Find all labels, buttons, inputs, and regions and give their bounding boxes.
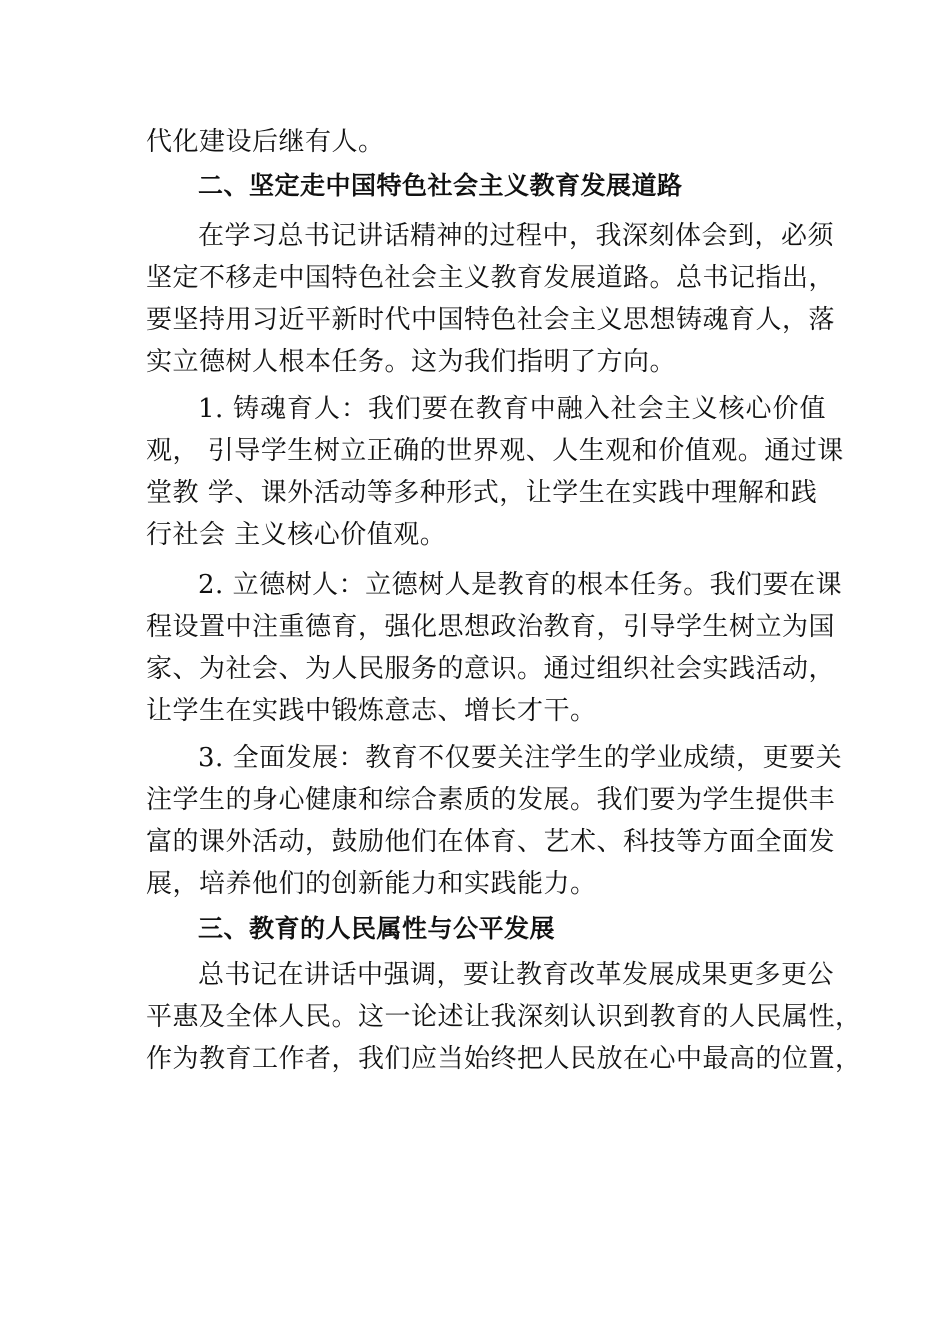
list-item-line: 行社会 主义核心价值观。 <box>146 520 447 550</box>
paragraph-line: 在学习总书记讲话精神的过程中，我深刻体会到，必须 <box>198 221 835 251</box>
paragraph-line: 实立德树人根本任务。这为我们指明了方向。 <box>146 347 677 377</box>
list-item-line: 注学生的身心健康和综合素质的发展。我们要为学生提供丰 <box>146 785 836 815</box>
list-item-line: 3. 全面发展：教育不仅要关注学生的学业成绩，更要关 <box>198 743 843 773</box>
list-item-line: 观， 引导学生树立正确的世界观、人生观和价值观。通过课 <box>146 436 844 466</box>
paragraph-line: 总书记在讲话中强调，要让教育改革发展成果更多更公 <box>198 960 835 990</box>
section-heading-3: 三、教育的人民属性与公平发展 <box>198 914 556 943</box>
paragraph-line: 坚定不移走中国特色社会主义教育发展道路。总书记指出， <box>146 263 836 293</box>
paragraph-line: 要坚持用习近平新时代中国特色社会主义思想铸魂育人，落 <box>146 305 836 335</box>
list-item-line: 家、为社会、为人民服务的意识。通过组织社会实践活动， <box>146 654 836 684</box>
list-item-line: 2. 立德树人：立德树人是教育的根本任务。我们要在课 <box>198 570 843 600</box>
list-item-line: 富的课外活动，鼓励他们在体育、艺术、科技等方面全面发 <box>146 827 836 857</box>
list-item-line: 让学生在实践中锻炼意志、增长才干。 <box>146 696 597 726</box>
list-item-line: 程设置中注重德育，强化思想政治教育，引导学生树立为国 <box>146 612 836 642</box>
paragraph-line: 代化建设后继有人。 <box>146 127 385 157</box>
paragraph-line: 作为教育工作者，我们应当始终把人民放在心中最高的位置， <box>146 1044 862 1074</box>
list-item-line: 展，培养他们的创新能力和实践能力。 <box>146 869 597 899</box>
list-item-line: 1. 铸魂育人：我们要在教育中融入社会主义核心价值 <box>198 394 826 424</box>
paragraph-line: 平惠及全体人民。这一论述让我深刻认识到教育的人民属性， <box>146 1002 862 1032</box>
list-item-line: 堂教 学、课外活动等多种形式，让学生在实践中理解和践 <box>146 478 818 508</box>
section-heading-2: 二、坚定走中国特色社会主义教育发展道路 <box>198 171 683 200</box>
